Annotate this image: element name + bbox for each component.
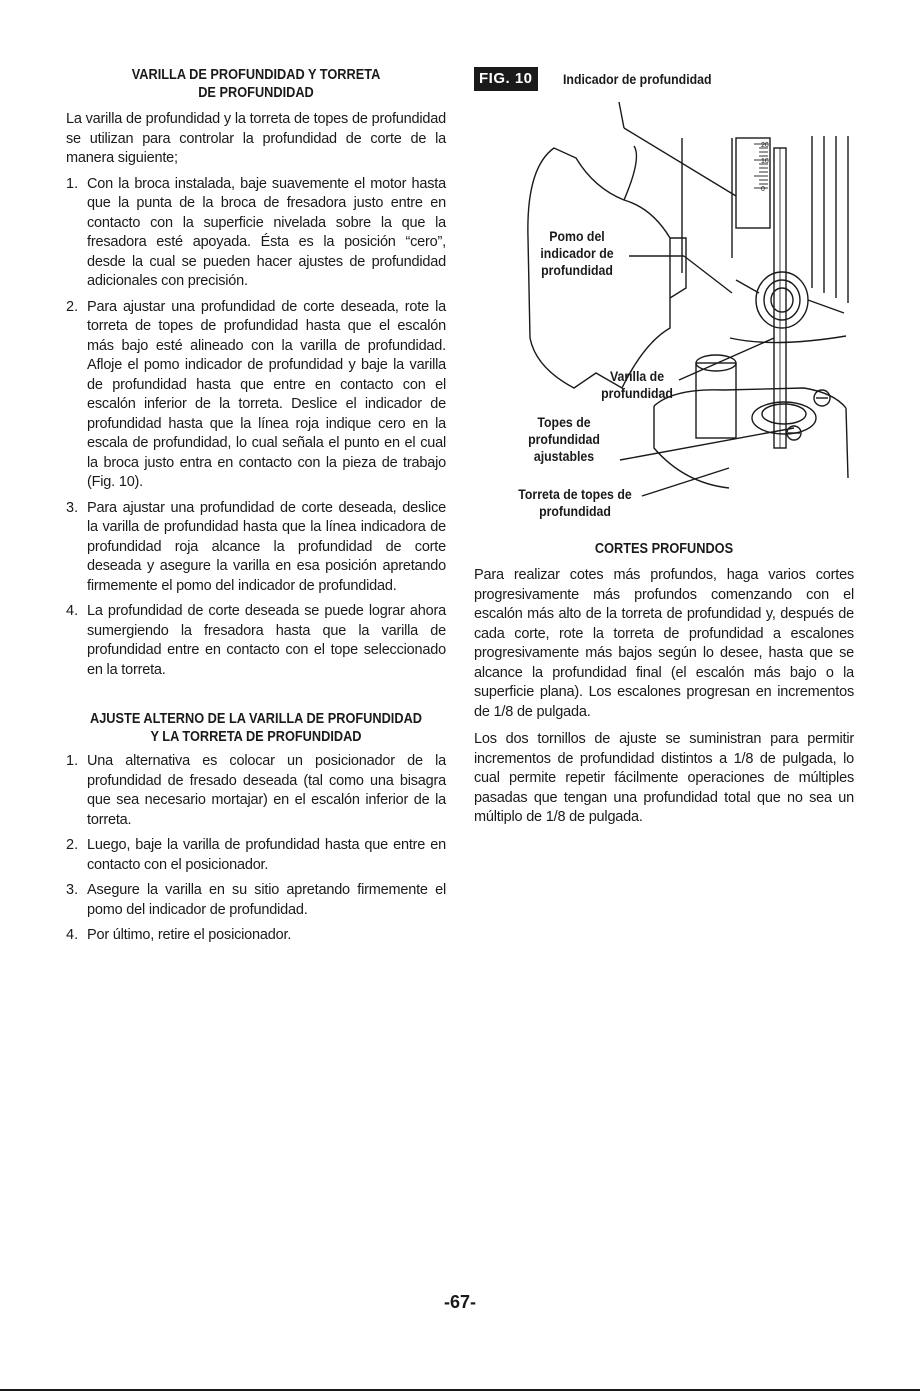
item-number: 2. [66,837,79,853]
section-ajuste-alterno [66,710,446,946]
section-title-ajuste [89,710,423,746]
scale-mark: 0 [761,186,765,193]
item-text: La profundidad de corte deseada se puede lograr ahora sumergiendo la fresadora hasta que la varilla de profundidad entre en contacto con el tope seleccionado en la torreta. [87,603,446,678]
leader-line [624,128,736,196]
item-number: 1. [66,175,79,192]
body-edge [670,238,686,298]
leader-torreta [642,468,729,496]
plunge-post [696,363,736,438]
figure-title: Indicador de profundidad [562,71,712,87]
section-title-line: DE PROFUNDIDAD [198,85,314,101]
item-number: 4. [66,927,79,943]
section-title-varilla [89,66,423,102]
item-number: 1. [66,753,79,769]
list-item [66,602,446,680]
section-title-line: AJUSTE ALTERNO DE LA VARILLA DE PROFUNDIDAD [89,711,423,727]
paragraph: Para realizar cotes más profundos, haga varios cortes progresivamente más profundos comenzando con el escalón más alto de la torreta de profundidad y, después de cada corte, rote la torreta de profundidad a escalones progresivamente más bajos según lo desee, hasta que se alcance la profundidad final (el escalón más bajo o la superficie plana). Los escalones progresan en incrementos de 1/8 de pulgada. [474,567,854,720]
bottom-rule [0,1389,920,1391]
section-title-line: Y LA TORRETA DE PROFUNDIDAD [150,729,362,745]
item-text: Luego, baje la varilla de profundidad hasta que entre en contacto con el posicionador. [87,837,446,873]
item-text: Una alternativa es colocar un posicionador de la profundidad de fresado deseada (tal como una bisagra que sea necesario mortajar) en el escalón inferior de la torreta. [87,753,446,828]
intro-paragraph: La varilla de profundidad y la torreta de topes de profundidad se utilizan para controlar la profundidad de corte de la manera siguiente; [66,111,446,166]
right-column [474,66,854,528]
list-item [66,175,446,292]
page-number: -67- [443,1292,476,1312]
list-item [66,926,446,946]
item-number: 2. [66,298,79,315]
list-item [66,752,446,830]
router-depth-illustration [474,88,854,528]
label-varilla: Varilla de profundidad [601,368,673,401]
item-text: Asegure la varilla en su sitio apretando firmemente el pomo del indicador de profundidad. [87,882,446,918]
list-item [66,881,446,920]
item-text: Con la broca instalada, baje suavemente el motor hasta que la punta de la broca de fresadora justo entre en contacto con la superficie nivelada sobre la que la fresadora esté apoyada. Ésta es la posición “cero”, desde la cual se pueden hacer ajustes de profundidad adicionales con precisión. [87,175,446,289]
item-text: Por último, retire el posicionador. [87,927,292,943]
section-title-cortes: CORTES PROFUNDOS [594,541,734,557]
steps-list [66,752,446,946]
cortes-profundos-section [474,540,854,828]
label-pomo: Pomo del indicador de profundidad [540,228,614,278]
steps-list [66,175,446,681]
label-topes: Topes de profundidad ajustables [528,414,600,464]
left-column [66,66,446,952]
item-number: 3. [66,882,79,898]
item-number: 4. [66,603,79,619]
item-text: Para ajustar una profundidad de corte deseada, deslice la varilla de profundidad hasta que la línea indicadora de profundidad roja alcance la profundidad de corte deseada y asegure la varilla en esa posición apretando firmemente el pomo del indicador de profundidad. [87,499,446,594]
leader-topes [620,428,794,460]
section-title-line: VARILLA DE PROFUNDIDAD Y TORRETA [131,67,381,83]
figure-badge: FIG. 10 [474,67,538,91]
depth-scale [736,138,770,228]
paragraph: Los dos tornillos de ajuste se suministran para permitir incrementos de profundidad distintos a 1/8 de pulgada, lo cual permite repetir fácilmente operaciones de múltiples pasadas que tengan una profundidad total que no sea un múltiplo de 1/8 de pulgada. [474,731,854,825]
label-torreta: Torreta de topes de profundidad [518,486,632,519]
list-item [66,836,446,875]
list-item [66,499,446,597]
scale-mark: 10 [761,158,769,165]
leader-line [619,102,624,128]
item-number: 3. [66,499,79,516]
leader-varilla [679,338,774,380]
handle-curve [624,146,636,200]
list-item [66,298,446,493]
item-text: Para ajustar una profundidad de corte deseada, rote la torreta de topes de profundidad hasta que el escalón más bajo esté alineado con la varilla de profundidad. Afloje el pomo indicador de profundidad y baje la varilla de profundidad hasta que entre en contacto con el escalón inferior de la torreta. Deslice el indicador de profundidad hasta que la línea roja indique cero en la escala de profundidad, lo cual señala el punto en el cual la broca justo entra en contacto con la pieza de trabajo (Fig. 10). [87,298,446,490]
scale-mark: 20 [761,142,769,149]
